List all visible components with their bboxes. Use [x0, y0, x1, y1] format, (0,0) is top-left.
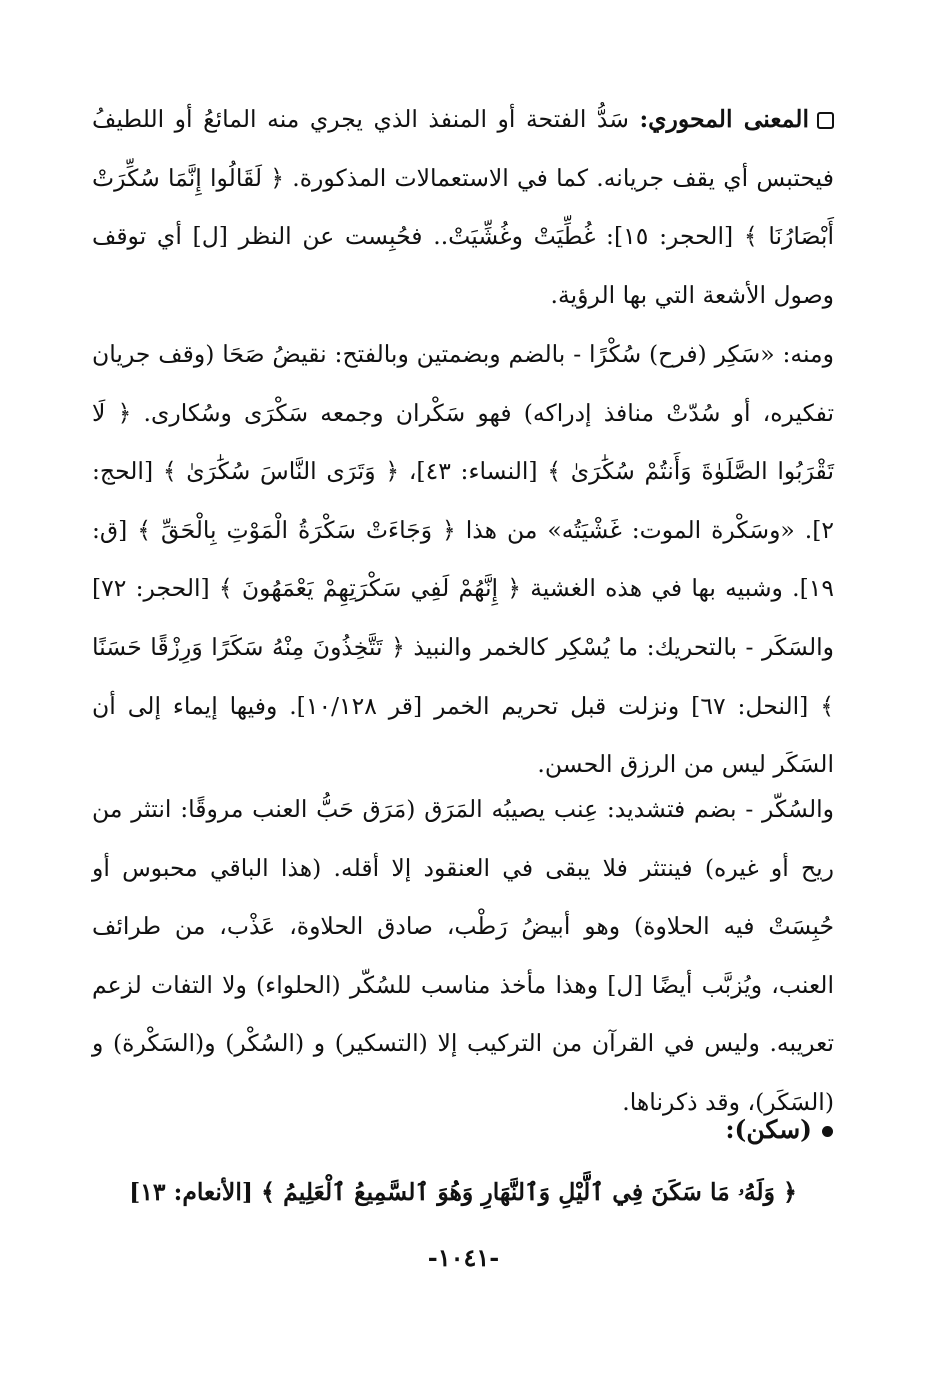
core-meaning-text: سَدُّ الفتحة أو المنفذ الذي يجري منه المائعُ أو اللطيفُ فيحتبس أي يقف جريانه. كما في الاستعمالات المذكورة. ﴿ لَقَالُوا إِنَّمَا سُكِّرَتْ أَبْصَارُنَا ﴾ [الحجر: ١٥]: غُطِّيَتْ وغُشِّيَتْ.. فحُبِست عن النظر [ل] أي توقف وصول الأشعة التي بها الرؤية.	[92, 105, 834, 309]
bullet-icon	[822, 1126, 833, 1137]
core-meaning-label: المعنى المحوري:	[639, 105, 809, 133]
paragraph-core-meaning	[92, 90, 834, 324]
entry-heading	[725, 1110, 833, 1150]
paragraph-sukr	[92, 325, 834, 794]
page-number: -١٠٤١-	[427, 1243, 500, 1272]
paragraph-sukr-text: ومنه: «سَكِر (فرح) سُكْرًا - بالضم وبضمتين وبالفتح: نقيضُ صَحَا (وقف جريان تفكيره، أو سُدّتْ منافذ إدراكه) فهو سَكْران وجمعه سَكْرَى وسُكارى. ﴿ لَا تَقْرَبُوا الصَّلَوٰةَ وَأَنتُمْ سُكَٰرَىٰ ﴾ [النساء: ٤٣]، ﴿ وَتَرَى النَّاسَ سُكَٰرَىٰ ﴾ [الحج: ٢]. «وسَكْرة الموت: غَشْيَتُه» من هذا ﴿ وَجَاءَتْ سَكْرَةُ الْمَوْتِ بِالْحَقِّ ﴾ [ق: ١٩]. وشبيه بها في هذه الغشية ﴿ إِنَّهُمْ لَفِي سَكْرَتِهِمْ يَعْمَهُونَ ﴾ [الحجر: ٧٢] والسَكَر - بالتحريك: ما يُسْكِر كالخمر والنبيذ ﴿ تَتَّخِذُونَ مِنْهُ سَكَرًا وَرِزْقًا حَسَنًا ﴾ [النحل: ٦٧] ونزلت قبل تحريم الخمر [قر ١٠/١٢٨]. وفيها إيماء إلى أن السَكَر ليس من الرزق الحسن.	[92, 340, 835, 779]
square-marker-icon	[817, 112, 834, 129]
paragraph-sukkar	[92, 780, 834, 1132]
quran-verse: ﴿ وَلَهُۥ مَا سَكَنَ فِي ٱلَّيْلِ وَٱلنَّهَارِ وَهُوَ ٱلسَّمِيعُ ٱلْعَلِيمُ ﴾ [الأنعام: ١٣]	[129, 1178, 797, 1206]
paragraph-sukkar-text: والسُكّر - بضم فتشديد: عِنب يصيبُه المَرَق (مَرَق حَبُّ العنب مروقًا: انتثر من ريح أو غيره) فينتثر فلا يبقى في العنقود إلا أقله. (هذا الباقي محبوس أو حُبِسَتْ فيه الحلاوة) وهو أبيضُ رَطْب، صادق الحلاوة، عَذْب، من طرائف العنب، ويُزبَّب أيضًا [ل] وهذا مأخذ مناسب للسُكّر (الحلواء) ولا التفات لزعم تعريبه. وليس في القرآن من التركيب إلا (التسكير) و (السُكْر) و(السَكْرة) و (السَكَر)، وقد ذكرناها.	[92, 795, 834, 1116]
entry-heading-text: (سكن):	[725, 1115, 812, 1144]
